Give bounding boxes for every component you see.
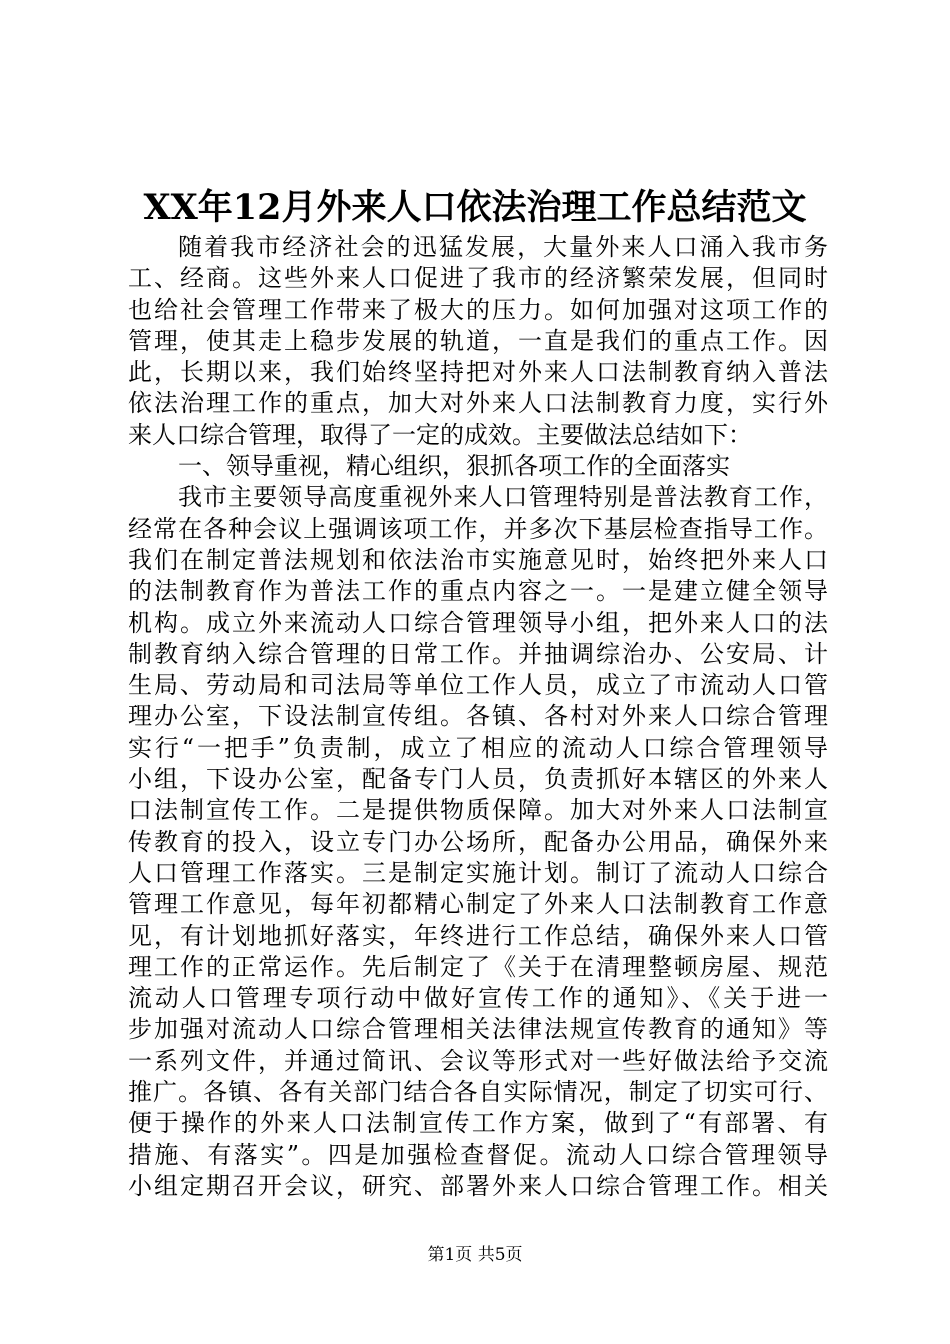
- text-line: 机构。成立外来流动人口综合管理领导小组，把外来人口的法: [128, 608, 828, 637]
- text-line: 来人口综合管理，取得了一定的成效。主要做法总结如下：: [128, 420, 752, 449]
- text-line: 依法治理工作的重点，加大对外来人口法制教育力度，实行外: [128, 389, 828, 418]
- text-line: 理工作的正常运作。先后制定了《关于在清理整顿房屋、规范: [128, 952, 828, 981]
- document-title: XX年12月外来人口依法治理工作总结范文: [143, 187, 807, 228]
- text-line: 推广。各镇、各有关部门结合各自实际情况，制定了切实可行、: [128, 1078, 828, 1107]
- text-line: 管理，使其走上稳步发展的轨道，一直是我们的重点工作。因: [128, 326, 828, 355]
- text-line: 我们在制定普法规划和依法治市实施意见时，始终把外来人口: [128, 545, 828, 574]
- text-line: 一、领导重视，精心组织，狠抓各项工作的全面落实: [178, 452, 730, 481]
- text-line: 人口管理工作落实。三是制定实施计划。制订了流动人口综合: [128, 858, 828, 887]
- text-line: 的法制教育作为普法工作的重点内容之一。一是建立健全领导: [128, 577, 828, 606]
- text-line: 制教育纳入综合管理的日常工作。并抽调综治办、公安局、计: [128, 639, 828, 668]
- text-line: 一系列文件，并通过简讯、会议等形式对一些好做法给予交流: [128, 1046, 828, 1075]
- text-line: 小组，下设办公室，配备专门人员，负责抓好本辖区的外来人: [128, 765, 828, 794]
- text-line: 步加强对流动人口综合管理相关法律法规宣传教育的通知》等: [128, 1015, 828, 1044]
- text-line: 也给社会管理工作带来了极大的压力。如何加强对这项工作的: [128, 295, 828, 324]
- text-line: 见，有计划地抓好落实，年终进行工作总结，确保外来人口管: [128, 921, 828, 950]
- text-line: 措施、有落实”。四是加强检查督促。流动人口综合管理领导: [128, 1140, 828, 1169]
- text-line: 口法制宣传工作。二是提供物质保障。加大对外来人口法制宣: [128, 796, 828, 825]
- text-line: 小组定期召开会议，研究、部署外来人口综合管理工作。相关: [128, 1171, 828, 1200]
- page-footer: 第1页 共5页: [427, 1245, 523, 1265]
- text-line: 经常在各种会议上强调该项工作，并多次下基层检查指导工作。: [128, 514, 828, 543]
- text-line: 此，长期以来，我们始终坚持把对外来人口法制教育纳入普法: [128, 358, 828, 387]
- text-line: 传教育的投入，设立专门办公场所，配备办公用品，确保外来: [128, 827, 828, 856]
- text-line: 我市主要领导高度重视外来人口管理特别是普法教育工作，: [178, 483, 828, 512]
- text-line: 管理工作意见，每年初都精心制定了外来人口法制教育工作意: [128, 890, 828, 919]
- document-body: [128, 232, 828, 1202]
- text-line: 便于操作的外来人口法制宣传工作方案，做到了“有部署、有: [128, 1109, 828, 1138]
- text-line: 生局、劳动局和司法局等单位工作人员，成立了市流动人口管: [128, 671, 828, 700]
- text-line: 工、经商。这些外来人口促进了我市的经济繁荣发展，但同时: [128, 264, 828, 293]
- text-line: 流动人口管理专项行动中做好宣传工作的通知》、《关于进一: [128, 984, 828, 1013]
- text-line: 理办公室，下设法制宣传组。各镇、各村对外来人口综合管理: [128, 702, 828, 731]
- text-line: 随着我市经济社会的迅猛发展，大量外来人口涌入我市务: [178, 233, 828, 261]
- text-line: 实行“一把手”负责制，成立了相应的流动人口综合管理领导: [128, 733, 828, 762]
